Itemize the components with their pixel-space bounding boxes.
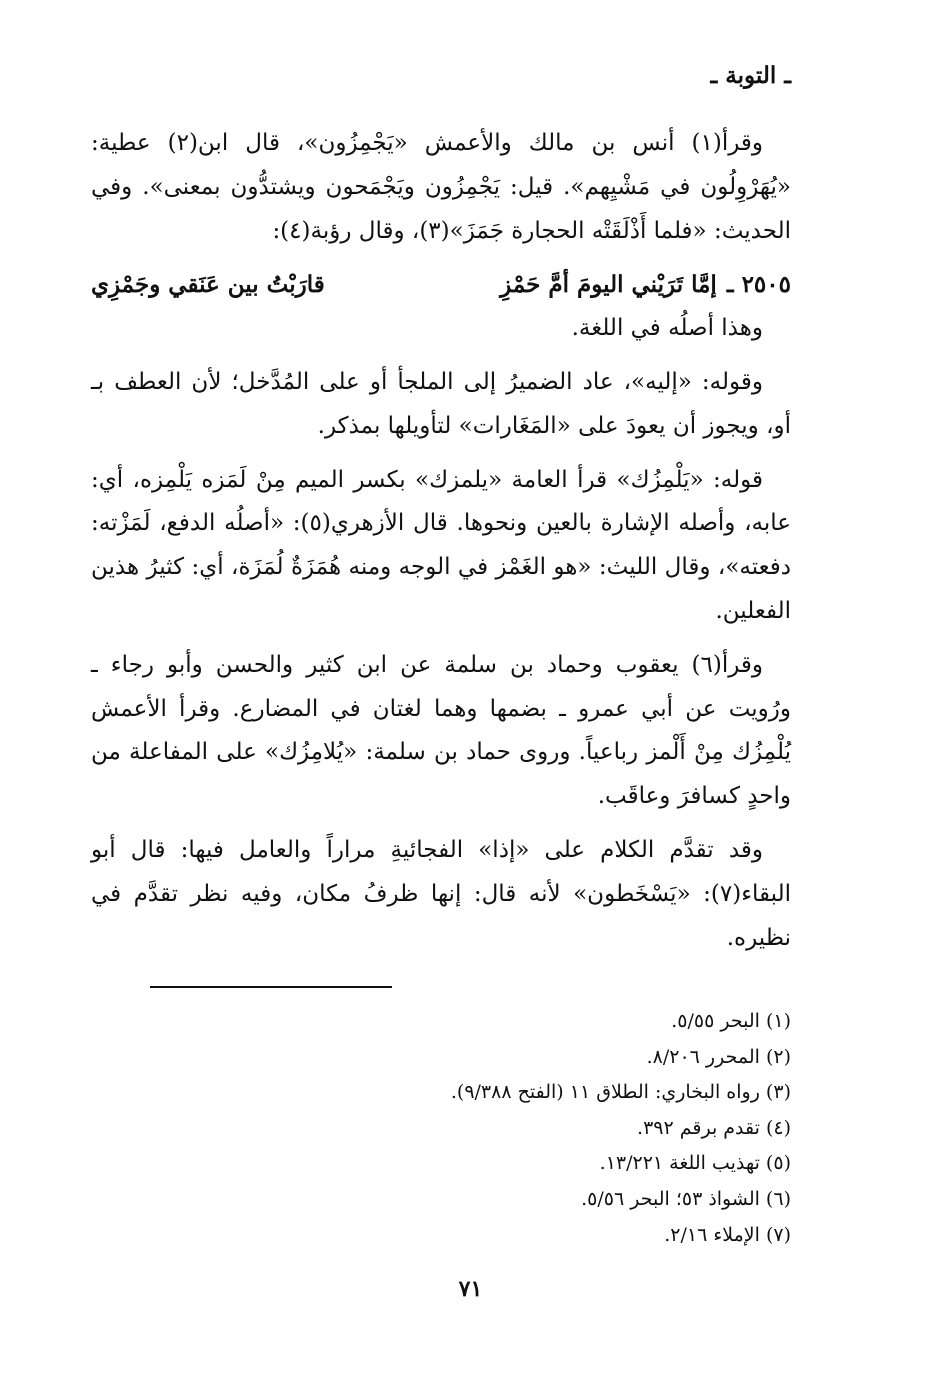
verse-hemistich-2: قارَبْتُ بين عَنَقي وجَمْزِي — [90, 271, 325, 299]
footnote-item: (٥) تهذيب اللغة ١٣/٢٢١. — [599, 1152, 791, 1175]
page-number: ٧١ — [458, 1276, 483, 1302]
verse-line — [91, 263, 791, 307]
main-text — [91, 122, 791, 970]
paragraph-6: وقد تقدَّم الكلام على «إذا» الفجائيةِ مراراً والعامل فيها: قال أبو البقاء(٧): «يَسْخَطون» لأنه قال: إنها ظرفُ مكان، وفيه نظر تقدَّم في نظيره. — [91, 836, 791, 951]
paragraph-1: وقرأ(١) أنس بن مالك والأعمش «يَجْمِزُون»، قال ابن(٢) عطية: «يُهَرْوِلُون في مَشْيِهم». قيل: يَجْمِزُون ويَجْمَحون ويشتدُّون بمعنى». وفي الحديث: «فلما أَذْلَقَتْه الحجارة جَمَزَ»(٣)، وقال رؤبة(٤): — [91, 130, 791, 244]
footnote-item: (٤) تقدم برقم ٣٩٢. — [637, 1116, 791, 1139]
paragraph-5: وقرأ(٦) يعقوب وحماد بن سلمة عن ابن كثير والحسن وأبو رجاء ـ ورُويت عن أبي عمرو ـ بضمها وهما لغتان في المضارع. وقرأ الأعمش يُلْمِزُك مِنْ أَلْمز رباعياً. وروى حماد بن سلمة: «يُلامِزُك» على المفاعلة من واحدٍ كسافرَ وعاقَب. — [91, 651, 791, 810]
verse-number: ٢٥٠٥ ـ — [726, 271, 791, 299]
running-title: ـ التوبة ـ — [710, 62, 791, 89]
footnotes — [91, 1004, 791, 1253]
paragraph-3: وقوله: «إليه»، عاد الضميرُ إلى الملجأ أو على المُدَّخل؛ لأن العطف بـ أو، ويجوز أن يعودَ على «المَغَارات» لتأويلها بمذكر. — [91, 368, 791, 439]
footnote-item: (٧) الإملاء ٢/١٦. — [664, 1223, 791, 1246]
footnote-item: (١) البحر ٥/٥٥. — [671, 1010, 791, 1032]
footnote-item: (٦) الشواذ ٥٣؛ البحر ٥/٥٦. — [581, 1187, 791, 1210]
paragraph-4: قوله: «يَلْمِزُك» قرأ العامة «يلمزك» بكسر الميم مِنْ لَمَزه يَلْمِزه، أي: عابه، وأصله الإشارة بالعين ونحوها. قال الأزهري(٥): «أصلُه الدفع، لَمَزْته: دفعته»، وقال الليث: «هو الغَمْز في الوجه ومنه هُمَزَةٌ لُمَزَة، أي: كثيرُ هذين الفعلين. — [91, 466, 791, 624]
footnote-divider — [150, 986, 392, 988]
footnote-item: (٣) رواه البخاري: الطلاق ١١ (الفتح ٩/٣٨٨). — [450, 1081, 791, 1104]
footnote-item: (٢) المحرر ٨/٢٠٦. — [646, 1045, 791, 1068]
verse-hemistich-1: إمَّا تَرَيْني اليومَ أمَّ حَمْزِ — [500, 271, 717, 299]
paragraph-2: وهذا أصلُه في اللغة. — [571, 315, 763, 342]
